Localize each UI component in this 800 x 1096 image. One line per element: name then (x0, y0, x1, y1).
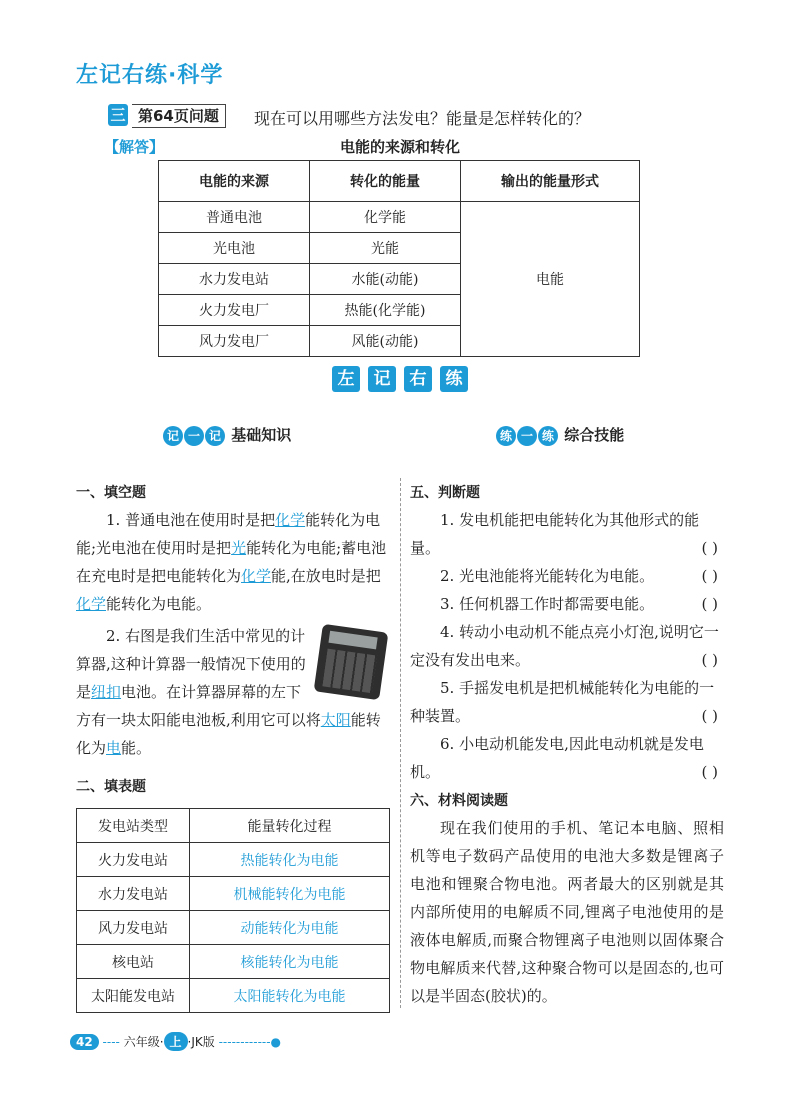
table1-header: 输出的能量形式 (461, 161, 640, 202)
table1-cell: 热能(化学能) (310, 295, 461, 326)
table1-title: 电能的来源和转化 (339, 138, 460, 156)
table1-cell: 普通电池 (159, 202, 310, 233)
footer-term: 上 (164, 1032, 188, 1051)
question-text: 现在可以用哪些方法发电？能量是怎样转化的？ (254, 109, 591, 128)
part6-heading: 六、材料阅读题 (410, 793, 508, 809)
column-divider (400, 478, 401, 1008)
table1-cell: 水力发电站 (159, 264, 310, 295)
banner-char: 右 (404, 366, 432, 392)
table2-cell: 太阳能发电站 (77, 979, 190, 1013)
answer-paren: ( ) (701, 595, 718, 613)
fill-question-1: 1. 普通电池在使用时是把化学能转化为电能;光电池在使用时是把光能转化为电能;蓄电池在充电时是把电能转化为化学能,在放电时是把化学能转化为电能。 (76, 511, 387, 613)
table1-output: 电能 (461, 202, 640, 357)
table1-header: 转化的能量 (310, 161, 461, 202)
bubble: 一 (517, 426, 537, 446)
banner-char: 记 (368, 366, 396, 392)
judge-item: 4. 转动小电动机不能点亮小灯泡,说明它一定没有发出电来。 ( ) (410, 618, 724, 674)
answer-paren: ( ) (701, 763, 718, 781)
table2-header: 能量转化过程 (190, 809, 390, 843)
answer-blank: 太阳 (320, 711, 351, 729)
right-section-title: 综合技能 (564, 426, 625, 444)
table1-header: 电能的来源 (159, 161, 310, 202)
left-section-head (163, 424, 291, 446)
header-title: 左记右练·科学 (76, 63, 224, 88)
bubble: 练 (538, 426, 558, 446)
answer-blank: 电 (106, 739, 122, 757)
part2-heading: 二、填表题 (76, 779, 146, 795)
table2-header: 发电站类型 (77, 809, 190, 843)
bubble: 一 (184, 426, 204, 446)
answer-blank: 化学 (275, 511, 306, 529)
banner-char: 练 (440, 366, 468, 392)
judge-item: 1. 发电机能把电能转化为其他形式的能量。 ( ) (410, 506, 724, 562)
page-number: 42 (70, 1034, 99, 1050)
table1-cell: 风能(动能) (310, 326, 461, 357)
table2-cell: 风力发电站 (77, 911, 190, 945)
table1-cell: 光能 (310, 233, 461, 264)
right-section-head (496, 424, 624, 446)
right-section-bubbles (496, 426, 559, 444)
part5-heading: 五、判断题 (410, 485, 480, 501)
table1-cell: 光电池 (159, 233, 310, 264)
table1-cell: 火力发电厂 (159, 295, 310, 326)
table2-answer: 热能转化为电能 (190, 843, 390, 877)
table2-cell: 水力发电站 (77, 877, 190, 911)
question-label: 第64页问题 (132, 104, 226, 128)
energy-source-table (158, 160, 640, 357)
table2-answer: 核能转化为电能 (190, 945, 390, 979)
answer-blank: 化学 (241, 567, 272, 585)
answer-blank: 化学 (76, 595, 107, 613)
table2-answer: 太阳能转化为电能 (190, 979, 390, 1013)
bubble: 记 (205, 426, 225, 446)
left-section-bubbles (163, 426, 226, 444)
table1-cell: 水能(动能) (310, 264, 461, 295)
answer-tag: 【解答】 (104, 138, 165, 156)
table2-answer: 机械能转化为电能 (190, 877, 390, 911)
bubble: 记 (163, 426, 183, 446)
answer-blank: 纽扣 (91, 683, 122, 701)
judge-item: 2. 光电池能将光能转化为电能。 ( ) (410, 562, 724, 590)
answer-blank: 光 (231, 539, 247, 557)
bubble: 练 (496, 426, 516, 446)
part1-heading: 一、填空题 (76, 485, 146, 501)
reading-material: 现在我们使用的手机、笔记本电脑、照相机等电子数码产品使用的电池大多数是锂离子电池和锂聚合物电池。两者最大的区别就是其内部所使用的电解质不同,锂离子电池使用的是液体电解质,而聚合物锂离子电池则以固体聚合物电解质来代替,这种聚合物可以是固态的,也可以是半固态(胶状)的。 (410, 819, 724, 1005)
answer-paren: ( ) (701, 567, 718, 585)
table1-cell: 风力发电厂 (159, 326, 310, 357)
answer-paren: ( ) (701, 539, 718, 557)
page-footer: 42 ---- 六年级· 上 ·JK版 ------------● (70, 1032, 281, 1051)
table2-cell: 火力发电站 (77, 843, 190, 877)
power-station-table (76, 808, 390, 1013)
footer-grade: 六年级· (123, 1035, 164, 1049)
judge-item: 5. 手摇发电机是把机械能转化为电能的一种装置。 ( ) (410, 674, 724, 730)
judge-item: 3. 任何机器工作时都需要电能。 ( ) (410, 590, 724, 618)
question-badge: 三 (108, 104, 128, 126)
table2-cell: 核电站 (77, 945, 190, 979)
table2-answer: 动能转化为电能 (190, 911, 390, 945)
answer-paren: ( ) (701, 651, 718, 669)
footer-edition: ·JK版 (187, 1035, 215, 1049)
left-section-title: 基础知识 (231, 426, 292, 444)
judge-list (410, 506, 724, 786)
fill-question-2: 2. 右图是我们生活中常见的计算器,这种计算器一般情况下使用的是纽扣电池。在计算器屏幕的左下方有一块太阳能电池板,利用它可以将太阳能转化为电能。 (76, 627, 381, 757)
table1-cell: 化学能 (310, 202, 461, 233)
answer-paren: ( ) (701, 707, 718, 725)
banner-char: 左 (332, 366, 360, 392)
judge-item: 6. 小电动机能发电,因此电动机就是发电机。 ( ) (410, 730, 724, 786)
section-banner (0, 366, 800, 392)
